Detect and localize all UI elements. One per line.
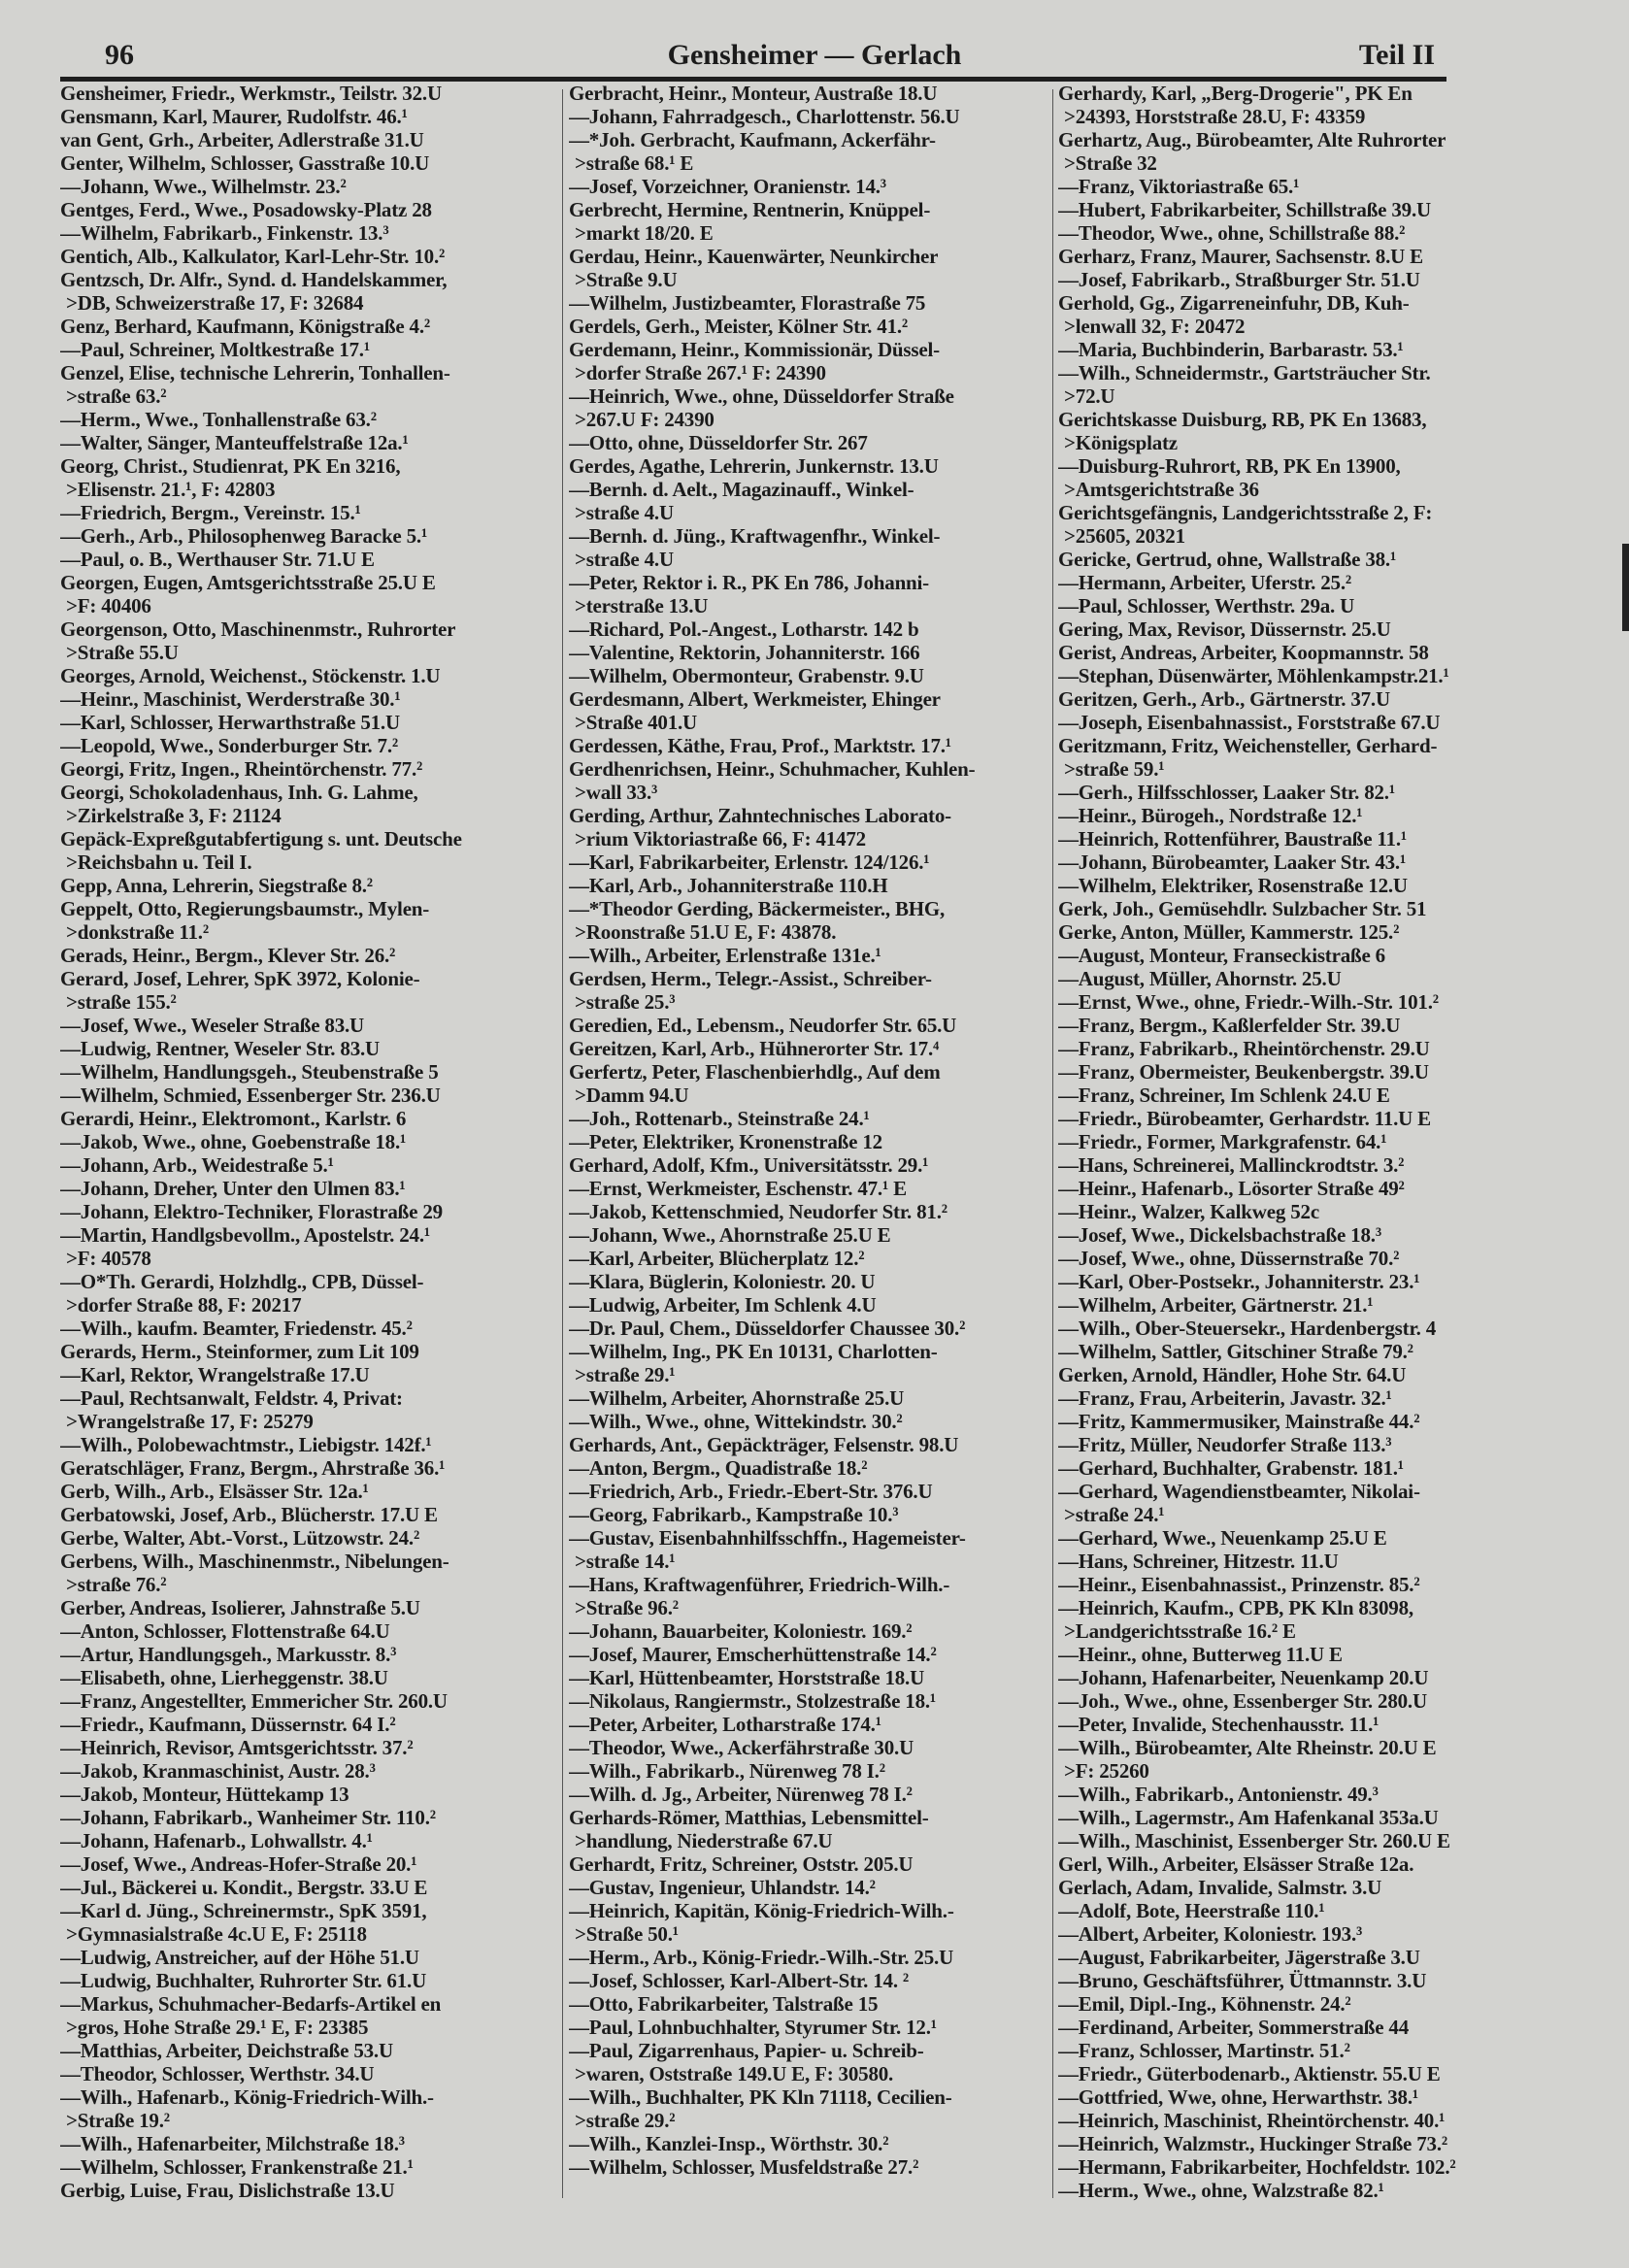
directory-entry: —Johann, Wwe., Ahornstraße 25.U E — [569, 1223, 891, 1247]
directory-entry: —Hermann, Fabrikarbeiter, Hochfeldstr. 102.² — [1058, 2155, 1456, 2179]
directory-entry: Gerads, Heinr., Bergm., Klever Str. 26.² — [60, 944, 396, 967]
directory-entry: —Wilh., Fabrikarb., Nürenweg 78 I.² — [569, 1759, 885, 1783]
directory-entry: Gerhardy, Karl, „Berg-Drogerie", PK En — [1058, 82, 1413, 105]
directory-entry: —Bernh. d. Aelt., Magazinauff., Winkel- — [569, 478, 914, 501]
directory-entry: —Johann, Bauarbeiter, Koloniestr. 169.² — [569, 1619, 913, 1643]
entry-continuation: >donkstraße 11.² — [66, 920, 209, 944]
entry-continuation: >Amtsgerichtstraße 36 — [1064, 478, 1259, 501]
directory-entry: Gerber, Andreas, Isolierer, Jahnstraße 5.U — [60, 1596, 420, 1619]
directory-entry: —Gerhard, Wwe., Neuenkamp 25.U E — [1058, 1526, 1387, 1550]
page-title: Gensheimer — Gerlach — [667, 39, 962, 71]
entry-continuation: >terstraße 13.U — [575, 594, 709, 617]
entry-continuation: >straße 76.² — [66, 1573, 167, 1596]
directory-entry: —Hans, Schreiner, Hitzestr. 11.U — [1058, 1550, 1339, 1573]
directory-entry: —Karl, Rektor, Wrangelstraße 17.U — [60, 1363, 370, 1386]
directory-entry: Georgen, Eugen, Amtsgerichtsstraße 25.U E — [60, 571, 436, 594]
directory-entry: —Wilh. d. Jg., Arbeiter, Nürenweg 78 I.² — [569, 1783, 913, 1806]
directory-entry: —Wilhelm, Schlosser, Frankenstraße 21.¹ — [60, 2155, 414, 2179]
directory-entry: —Wilh., Wwe., ohne, Wittekindstr. 30.² — [569, 1410, 903, 1433]
directory-entry: —Wilhelm, Arbeiter, Gärtnerstr. 21.¹ — [1058, 1293, 1374, 1317]
directory-entry: —*Joh. Gerbracht, Kaufmann, Ackerfähr- — [569, 128, 936, 151]
directory-entry: —Peter, Invalide, Stechenhausstr. 11.¹ — [1058, 1713, 1380, 1736]
directory-entry: —Wilh., Polobewachtmstr., Liebigstr. 142f.¹ — [60, 1433, 432, 1456]
entry-continuation: >handlung, Niederstraße 67.U — [575, 1829, 833, 1852]
directory-entry: Gerbe, Walter, Abt.-Vorst., Lützowstr. 24.² — [60, 1526, 420, 1550]
directory-entry: —Adolf, Bote, Heerstraße 110.¹ — [1058, 1899, 1325, 1922]
directory-entry: —Theodor, Wwe., ohne, Schillstraße 88.² — [1058, 221, 1406, 245]
directory-entry: —Friedr., Former, Markgrafenstr. 64.¹ — [1058, 1130, 1387, 1153]
entry-continuation: >straße 29.¹ — [575, 1363, 676, 1386]
directory-entry: —Wilh., Maschinist, Essenberger Str. 260.U E — [1058, 1829, 1450, 1852]
directory-entry: Gerdes, Agathe, Lehrerin, Junkernstr. 13.U — [569, 454, 939, 478]
directory-entry: Genzel, Elise, technische Lehrerin, Tonhallen- — [60, 361, 450, 384]
directory-entry: —Wilhelm, Ing., PK En 10131, Charlotten- — [569, 1340, 938, 1363]
entry-continuation: >F: 40406 — [66, 594, 151, 617]
directory-entry: —Franz, Schlosser, Martinstr. 51.² — [1058, 2039, 1350, 2062]
entry-continuation: >Straße 50.¹ — [575, 1922, 679, 1946]
directory-entry: —Jakob, Wwe., ohne, Goebenstraße 18.¹ — [60, 1130, 407, 1153]
directory-entry: Gerbatowski, Josef, Arb., Blücherstr. 17.U E — [60, 1503, 438, 1526]
directory-entry: —Johann, Wwe., Wilhelmstr. 23.² — [60, 175, 347, 198]
directory-entry: Gerl, Wilh., Arbeiter, Elsässer Straße 12a. — [1058, 1852, 1414, 1876]
directory-entry: —Heinrich, Kapitän, König-Friedrich-Wilh.- — [569, 1899, 954, 1922]
entry-continuation: >Straße 9.U — [575, 268, 678, 291]
directory-entry: —Heinr., Bürogeh., Nordstraße 12.¹ — [1058, 804, 1363, 827]
directory-entry: —Josef, Wwe., Weseler Straße 83.U — [60, 1014, 365, 1037]
directory-entry: —August, Müller, Ahornstr. 25.U — [1058, 967, 1342, 990]
directory-entry: Gerbrecht, Hermine, Rentnerin, Knüppel- — [569, 198, 931, 221]
directory-entry: —Wilh., Schneidermstr., Gartsträucher Str. — [1058, 361, 1431, 384]
directory-entry: Gerbens, Wilh., Maschinenmstr., Nibelungen- — [60, 1550, 449, 1573]
entry-continuation: >Elisenstr. 21.¹, F: 42803 — [66, 478, 276, 501]
directory-entry: Gepäck-Expreßgutabfertigung s. unt. Deutsche — [60, 827, 462, 850]
directory-entry: —Josef, Wwe., Andreas-Hofer-Straße 20.¹ — [60, 1852, 417, 1876]
directory-entry: —Walter, Sänger, Manteuffelstraße 12a.¹ — [60, 431, 409, 454]
directory-entry: Gerards, Herm., Steinformer, zum Lit 109 — [60, 1340, 419, 1363]
directory-entry: —Franz, Bergm., Kaßlerfelder Str. 39.U — [1058, 1014, 1401, 1037]
directory-entry: —Fritz, Müller, Neudorfer Straße 113.³ — [1058, 1433, 1392, 1456]
directory-entry: —Theodor, Wwe., Ackerfährstraße 30.U — [569, 1736, 914, 1759]
directory-entry: —Joseph, Eisenbahnassist., Forststraße 67.U — [1058, 711, 1441, 734]
directory-entry: —Wilh., Ober-Steuersekr., Hardenbergstr. 4 — [1058, 1317, 1437, 1340]
directory-entry: —Artur, Handlungsgeh., Markusstr. 8.³ — [60, 1643, 397, 1666]
directory-entry: Gerhards-Römer, Matthias, Lebensmittel- — [569, 1806, 929, 1829]
directory-entry: —Franz, Frau, Arbeiterin, Javastr. 32.¹ — [1058, 1386, 1392, 1410]
directory-entry: Geritzmann, Fritz, Weichensteller, Gerhard- — [1058, 734, 1438, 757]
directory-entry: —Johann, Bürobeamter, Laaker Str. 43.¹ — [1058, 850, 1407, 874]
directory-entry: —Joh., Rottenarb., Steinstraße 24.¹ — [569, 1107, 870, 1130]
directory-entry: —Dr. Paul, Chem., Düsseldorfer Chaussee 30.² — [569, 1317, 966, 1340]
directory-entry: Gerichtsgefängnis, Landgerichtsstraße 2, F: — [1058, 501, 1433, 524]
directory-entry: Geppelt, Otto, Regierungsbaumstr., Mylen- — [60, 897, 430, 920]
directory-entry: Gerist, Andreas, Arbeiter, Koopmannstr. 58 — [1058, 641, 1429, 664]
directory-entry: Gentzsch, Dr. Alfr., Synd. d. Handelskammer, — [60, 268, 448, 291]
entry-continuation: >DB, Schweizerstraße 17, F: 32684 — [66, 291, 364, 315]
directory-entry: —Johann, Fahrradgesch., Charlottenstr. 56.U — [569, 105, 960, 128]
entry-continuation: >Landgerichtsstraße 16.² E — [1064, 1619, 1296, 1643]
entry-continuation: >Roonstraße 51.U E, F: 43878. — [575, 920, 837, 944]
directory-entry: —Karl d. Jüng., Schreinermstr., SpK 3591, — [60, 1899, 427, 1922]
directory-entry: —Wilh., Bürobeamter, Alte Rheinstr. 20.U E — [1058, 1736, 1437, 1759]
directory-entry: —Heinrich, Rottenführer, Baustraße 11.¹ — [1058, 827, 1407, 850]
directory-entry: Gerichtskasse Duisburg, RB, PK En 13683, — [1058, 408, 1427, 431]
directory-entry: Gerbig, Luise, Frau, Dislichstraße 13.U — [60, 2179, 395, 2202]
directory-entry: —Richard, Pol.-Angest., Lotharstr. 142 b — [569, 617, 919, 641]
directory-entry: —Gerhard, Buchhalter, Grabenstr. 181.¹ — [1058, 1456, 1404, 1480]
directory-entry: —Gerh., Hilfsschlosser, Laaker Str. 82.¹ — [1058, 781, 1395, 804]
entry-continuation: >straße 29.² — [575, 2109, 676, 2132]
directory-entry: —Otto, ohne, Düsseldorfer Str. 267 — [569, 431, 868, 454]
directory-entry: —Johann, Arb., Weidestraße 5.¹ — [60, 1153, 334, 1177]
directory-entry: Geritzen, Gerh., Arb., Gärtnerstr. 37.U — [1058, 687, 1390, 711]
entry-continuation: >straße 25.³ — [575, 990, 676, 1014]
directory-entry: —Josef, Wwe., Dickelsbachstraße 18.³ — [1058, 1223, 1381, 1247]
directory-entry: —Paul, Schlosser, Werthstr. 29a. U — [1058, 594, 1355, 617]
directory-entry: —Wilhelm, Arbeiter, Ahornstraße 25.U — [569, 1386, 905, 1410]
directory-entry: —Duisburg-Ruhrort, RB, PK En 13900, — [1058, 454, 1401, 478]
directory-entry: Geredien, Ed., Lebensm., Neudorfer Str. 65.U — [569, 1014, 957, 1037]
directory-entry: —Herm., Wwe., Tonhallenstraße 63.² — [60, 408, 377, 431]
directory-entry: —Johann, Elektro-Techniker, Florastraße 29 — [60, 1200, 443, 1223]
directory-entry: —Fritz, Kammermusiker, Mainstraße 44.² — [1058, 1410, 1420, 1433]
entry-continuation: >straße 4.U — [575, 548, 674, 571]
directory-entry: —August, Fabrikarbeiter, Jägerstraße 3.U — [1058, 1946, 1420, 1969]
entry-continuation: >markt 18/20. E — [575, 221, 714, 245]
directory-entry: Geratschläger, Franz, Bergm., Ahrstraße 36.¹ — [60, 1456, 446, 1480]
entry-continuation: >straße 68.¹ E — [575, 151, 694, 175]
directory-entry: —Karl, Ober-Postsekr., Johanniterstr. 23.¹ — [1058, 1270, 1420, 1293]
directory-entry: —Markus, Schuhmacher-Bedarfs-Artikel en — [60, 1992, 442, 2016]
directory-entry: —Karl, Fabrikarbeiter, Erlenstr. 124/126.¹ — [569, 850, 930, 874]
directory-entry: —Heinr., Maschinist, Werderstraße 30.¹ — [60, 687, 401, 711]
directory-entry: Gerb, Wilh., Arb., Elsässer Str. 12a.¹ — [60, 1480, 369, 1503]
directory-entry: —Wilh., Lagermstr., Am Hafenkanal 353a.U — [1058, 1806, 1439, 1829]
directory-entry: —Gustav, Eisenbahnhilfsschffn., Hagemeister- — [569, 1526, 966, 1550]
directory-entry: —Jul., Bäckerei u. Kondit., Bergstr. 33.U E — [60, 1876, 428, 1899]
directory-entry: —Emil, Dipl.-Ing., Köhnenstr. 24.² — [1058, 1992, 1351, 2016]
column-divider — [562, 89, 563, 2198]
entry-continuation: >straße 63.² — [66, 384, 167, 408]
directory-entry: Gerdsen, Herm., Telegr.-Assist., Schreiber- — [569, 967, 932, 990]
directory-entry: —Anton, Schlosser, Flottenstraße 64.U — [60, 1619, 390, 1643]
directory-entry: —Bruno, Geschäftsführer, Üttmannstr. 3.U — [1058, 1969, 1427, 1992]
directory-entry: —Wilh., Arbeiter, Erlenstraße 131e.¹ — [569, 944, 881, 967]
entry-continuation: >straße 59.¹ — [1064, 757, 1165, 781]
directory-entry: Gerding, Arthur, Zahntechnisches Laborato- — [569, 804, 951, 827]
directory-entry: —Anton, Bergm., Quadistraße 18.² — [569, 1456, 868, 1480]
directory-entry: Gerardi, Heinr., Elektromont., Karlstr. 6 — [60, 1107, 407, 1130]
directory-entry: —Franz, Angestellter, Emmericher Str. 260.U — [60, 1689, 448, 1713]
directory-entry: —Heinrich, Wwe., ohne, Düsseldorfer Straße — [569, 384, 954, 408]
directory-entry: —Wilhelm, Justizbeamter, Florastraße 75 — [569, 291, 926, 315]
directory-entry: —Georg, Fabrikarb., Kampstraße 10.³ — [569, 1503, 899, 1526]
directory-entry: —Wilh., Hafenarb., König-Friedrich-Wilh.- — [60, 2085, 434, 2109]
directory-entry: —Theodor, Schlosser, Werthstr. 34.U — [60, 2062, 375, 2085]
entry-continuation: >F: 40578 — [66, 1247, 151, 1270]
directory-entry: —Martin, Handlgsbevollm., Apostelstr. 24.¹ — [60, 1223, 430, 1247]
entry-continuation: >Straße 19.² — [66, 2109, 170, 2132]
directory-entry: Gerhold, Gg., Zigarreneinfuhr, DB, Kuh- — [1058, 291, 1410, 315]
directory-entry: —Heinrich, Revisor, Amtsgerichtsstr. 37.² — [60, 1736, 414, 1759]
entry-continuation: >Damm 94.U — [575, 1084, 689, 1107]
directory-entry: —Leopold, Wwe., Sonderburger Str. 7.² — [60, 734, 398, 757]
directory-entry: —Paul, Lohnbuchhalter, Styrumer Str. 12.¹ — [569, 2016, 937, 2039]
directory-entry: —Franz, Viktoriastraße 65.¹ — [1058, 175, 1300, 198]
directory-entry: Gerhartz, Aug., Bürobeamter, Alte Ruhrorter — [1058, 128, 1446, 151]
directory-entry: —Jakob, Kranmaschinist, Austr. 28.³ — [60, 1759, 376, 1783]
directory-entry: Gepp, Anna, Lehrerin, Siegstraße 8.² — [60, 874, 373, 897]
directory-entry: —Friedrich, Bergm., Vereinstr. 15.¹ — [60, 501, 361, 524]
directory-entry: —Hans, Kraftwagenführer, Friedrich-Wilh.- — [569, 1573, 950, 1596]
directory-column-1 — [60, 82, 557, 2202]
entry-continuation: >lenwall 32, F: 20472 — [1064, 315, 1246, 338]
directory-entry: —Paul, Rechtsanwalt, Feldstr. 4, Privat: — [60, 1386, 403, 1410]
directory-entry: —Otto, Fabrikarbeiter, Talstraße 15 — [569, 1992, 879, 2016]
directory-entry: —Herm., Wwe., ohne, Walzstraße 82.¹ — [1058, 2179, 1384, 2202]
entry-continuation: >Königsplatz — [1064, 431, 1178, 454]
directory-entry: Gerk, Joh., Gemüsehdlr. Sulzbacher Str. 51 — [1058, 897, 1427, 920]
directory-entry: —Heinrich, Maschinist, Rheintörchenstr. 40.¹ — [1058, 2109, 1446, 2132]
directory-column-3 — [1058, 82, 1544, 2202]
directory-entry: Gerdhenrichsen, Heinr., Schuhmacher, Kuhlen- — [569, 757, 976, 781]
directory-entry: —Peter, Rektor i. R., PK En 786, Johanni- — [569, 571, 929, 594]
directory-entry: —*Theodor Gerding, Bäckermeister., BHG, — [569, 897, 946, 920]
entry-continuation: >24393, Horststraße 28.U, F: 43359 — [1064, 105, 1366, 128]
directory-entry: Gerdau, Heinr., Kauenwärter, Neunkircher — [569, 245, 939, 268]
directory-entry: —Ludwig, Arbeiter, Im Schlenk 4.U — [569, 1293, 877, 1317]
directory-entry: Gerbracht, Heinr., Monteur, Austraße 18.U — [569, 82, 938, 105]
directory-entry: —Valentine, Rektorin, Johanniterstr. 166 — [569, 641, 920, 664]
directory-entry: —Paul, Zigarrenhaus, Papier- u. Schreib- — [569, 2039, 924, 2062]
directory-entry: —Stephan, Düsenwärter, Möhlenkampstr.21.¹ — [1058, 664, 1449, 687]
directory-entry: Gerken, Arnold, Händler, Hohe Str. 64.U — [1058, 1363, 1407, 1386]
directory-entry: —Friedr., Güterbodenarb., Aktienstr. 55.U E — [1058, 2062, 1441, 2085]
directory-entry: Gericke, Gertrud, ohne, Wallstraße 38.¹ — [1058, 548, 1397, 571]
entry-continuation: >dorfer Straße 267.¹ F: 24390 — [575, 361, 826, 384]
entry-continuation: >F: 25260 — [1064, 1759, 1149, 1783]
entry-continuation: >Straße 96.² — [575, 1596, 679, 1619]
directory-entry: —Albert, Arbeiter, Koloniestr. 193.³ — [1058, 1922, 1363, 1946]
directory-entry: —Elisabeth, ohne, Lierheggenstr. 38.U — [60, 1666, 388, 1689]
directory-entry: —Wilh., Fabrikarb., Antonienstr. 49.³ — [1058, 1783, 1379, 1806]
directory-entry: Gerlach, Adam, Invalide, Salmstr. 3.U — [1058, 1876, 1382, 1899]
entry-continuation: >Straße 55.U — [66, 641, 179, 664]
directory-entry: —Josef, Wwe., ohne, Düssernstraße 70.² — [1058, 1247, 1400, 1270]
directory-entry: —Heinr., Eisenbahnassist., Prinzenstr. 85.² — [1058, 1573, 1420, 1596]
directory-entry: —Johann, Hafenarb., Lohwallstr. 4.¹ — [60, 1829, 373, 1852]
directory-entry: Gerfertz, Peter, Flaschenbierhdlg., Auf dem — [569, 1060, 941, 1084]
directory-entry: Genter, Wilhelm, Schlosser, Gasstraße 10.U — [60, 151, 430, 175]
directory-entry: Gentich, Alb., Kalkulator, Karl-Lehr-Str. 10.² — [60, 245, 446, 268]
directory-entry: —Hubert, Fabrikarbeiter, Schillstraße 39.U — [1058, 198, 1431, 221]
directory-entry: Georgi, Schokoladenhaus, Inh. G. Lahme, — [60, 781, 418, 804]
directory-entry: —Ludwig, Anstreicher, auf der Höhe 51.U — [60, 1946, 419, 1969]
directory-entry: Gensmann, Karl, Maurer, Rudolfstr. 46.¹ — [60, 105, 408, 128]
directory-entry: —Matthias, Arbeiter, Deichstraße 53.U — [60, 2039, 393, 2062]
entry-continuation: >straße 155.² — [66, 990, 177, 1014]
directory-entry: Gerhard, Adolf, Kfm., Universitätsstr. 29.¹ — [569, 1153, 929, 1177]
directory-entry: Georges, Arnold, Weichenst., Stöckenstr. 1.U — [60, 664, 441, 687]
entry-continuation: >267.U F: 24390 — [575, 408, 715, 431]
entry-continuation: >rium Viktoriastraße 66, F: 41472 — [575, 827, 866, 850]
part-label: Teil II — [1358, 39, 1435, 71]
directory-entry: —Franz, Obermeister, Beukenbergstr. 39.U — [1058, 1060, 1429, 1084]
directory-entry: Gerdels, Gerh., Meister, Kölner Str. 41.² — [569, 315, 909, 338]
directory-entry: —Heinr., Hafenarb., Lösorter Straße 49² — [1058, 1177, 1405, 1200]
directory-entry: —Hans, Schreinerei, Mallinckrodtstr. 3.² — [1058, 1153, 1405, 1177]
directory-entry: Gerdessen, Käthe, Frau, Prof., Marktstr. 17.¹ — [569, 734, 951, 757]
directory-entry: —Herm., Arb., König-Friedr.-Wilh.-Str. 25.U — [569, 1946, 954, 1969]
directory-entry: Gerdesmann, Albert, Werkmeister, Ehinger — [569, 687, 941, 711]
directory-entry: —Hermann, Arbeiter, Uferstr. 25.² — [1058, 571, 1352, 594]
entry-continuation: >Wrangelstraße 17, F: 25279 — [66, 1410, 314, 1433]
page-edge-mark — [1622, 544, 1629, 631]
directory-entry: Gereitzen, Karl, Arb., Hühnerorter Str. 17.⁴ — [569, 1037, 940, 1060]
directory-entry: Georgenson, Otto, Maschinenmstr., Ruhrorter — [60, 617, 456, 641]
directory-entry: —Jakob, Monteur, Hüttekamp 13 — [60, 1783, 349, 1806]
directory-entry: —Wilh., Kanzlei-Insp., Wörthstr. 30.² — [569, 2132, 889, 2155]
directory-entry: —Johann, Hafenarbeiter, Neuenkamp 20.U — [1058, 1666, 1429, 1689]
entry-continuation: >Straße 32 — [1064, 151, 1157, 175]
directory-entry: —Wilhelm, Fabrikarb., Finkenstr. 13.³ — [60, 221, 389, 245]
directory-entry: —Ferdinand, Arbeiter, Sommerstraße 44 — [1058, 2016, 1410, 2039]
directory-entry: —Johann, Dreher, Unter den Ulmen 83.¹ — [60, 1177, 406, 1200]
entry-continuation: >25605, 20321 — [1064, 524, 1185, 548]
directory-entry: —Friedr., Bürobeamter, Gerhardstr. 11.U E — [1058, 1107, 1431, 1130]
column-divider — [1052, 89, 1053, 2198]
directory-entry: —Ernst, Werkmeister, Eschenstr. 47.¹ E — [569, 1177, 907, 1200]
entry-continuation: >72.U — [1064, 384, 1115, 408]
entry-continuation: >straße 24.¹ — [1064, 1503, 1165, 1526]
directory-entry: —Josef, Schlosser, Karl-Albert-Str. 14. ² — [569, 1969, 910, 1992]
directory-entry: Georgi, Fritz, Ingen., Rheintörchenstr. 77.² — [60, 757, 423, 781]
directory-entry: Gerharz, Franz, Maurer, Sachsenstr. 8.U E — [1058, 245, 1423, 268]
directory-entry: —Karl, Hüttenbeamter, Horststraße 18.U — [569, 1666, 925, 1689]
directory-entry: Georg, Christ., Studienrat, PK En 3216, — [60, 454, 401, 478]
directory-entry: —Ludwig, Buchhalter, Ruhrorter Str. 61.U — [60, 1969, 427, 1992]
directory-entry: Genz, Berhard, Kaufmann, Königstraße 4.² — [60, 315, 430, 338]
directory-entry: —Wilhelm, Handlungsgeh., Steubenstraße 5 — [60, 1060, 439, 1084]
directory-entry: —Heinrich, Walzmstr., Huckinger Straße 73.² — [1058, 2132, 1447, 2155]
directory-entry: —Heinr., ohne, Butterweg 11.U E — [1058, 1643, 1343, 1666]
directory-entry: —Heinrich, Kaufm., CPB, PK Kln 83098, — [1058, 1596, 1413, 1619]
entry-continuation: >Reichsbahn u. Teil I. — [66, 850, 252, 874]
directory-entry: —Wilhelm, Sattler, Gitschiner Straße 79.² — [1058, 1340, 1413, 1363]
directory-entry: —Karl, Arb., Johanniterstraße 110.H — [569, 874, 888, 897]
directory-entry: Gerke, Anton, Müller, Kammerstr. 125.² — [1058, 920, 1400, 944]
directory-entry: Gerard, Josef, Lehrer, SpK 3972, Kolonie- — [60, 967, 420, 990]
directory-entry: —Peter, Elektriker, Kronenstraße 12 — [569, 1130, 882, 1153]
directory-entry: —Josef, Maurer, Emscherhüttenstraße 14.² — [569, 1643, 937, 1666]
directory-entry: —Karl, Schlosser, Herwarthstraße 51.U — [60, 711, 400, 734]
directory-entry: —Klara, Büglerin, Koloniestr. 20. U — [569, 1270, 876, 1293]
directory-entry: —Wilhelm, Elektriker, Rosenstraße 12.U — [1058, 874, 1408, 897]
entry-continuation: >waren, Oststraße 149.U E, F: 30580. — [575, 2062, 894, 2085]
directory-entry: Gerdemann, Heinr., Kommissionär, Düssel- — [569, 338, 940, 361]
directory-entry: —Paul, Schreiner, Moltkestraße 17.¹ — [60, 338, 370, 361]
directory-entry: —Gustav, Ingenieur, Uhlandstr. 14.² — [569, 1876, 876, 1899]
directory-entry: —Wilh., kaufm. Beamter, Friedenstr. 45.² — [60, 1317, 413, 1340]
page-number: 96 — [105, 39, 134, 71]
directory-entry: —Ernst, Wwe., ohne, Friedr.-Wilh.-Str. 101.² — [1058, 990, 1439, 1014]
directory-entry: —Heinr., Walzer, Kalkweg 52c — [1058, 1200, 1319, 1223]
directory-entry: —Wilh., Hafenarbeiter, Milchstraße 18.³ — [60, 2132, 405, 2155]
entry-continuation: >Zirkelstraße 3, F: 21124 — [66, 804, 282, 827]
directory-entry: Gerhardt, Fritz, Schreiner, Oststr. 205.U — [569, 1852, 914, 1876]
directory-entry: —Joh., Wwe., ohne, Essenberger Str. 280.U — [1058, 1689, 1427, 1713]
directory-entry: —Wilhelm, Obermonteur, Grabenstr. 9.U — [569, 664, 924, 687]
directory-column-2 — [569, 82, 1048, 2179]
directory-entry: —Gottfried, Wwe, ohne, Herwarthstr. 38.¹ — [1058, 2085, 1418, 2109]
directory-entry: —Paul, o. B., Werthauser Str. 71.U E — [60, 548, 375, 571]
entry-continuation: >wall 33.³ — [575, 781, 658, 804]
directory-entry: —Bernh. d. Jüng., Kraftwagenfhr., Winkel- — [569, 524, 941, 548]
directory-entry: —O*Th. Gerardi, Holzhdlg., CPB, Düssel- — [60, 1270, 424, 1293]
directory-entry: —Ludwig, Rentner, Weseler Str. 83.U — [60, 1037, 381, 1060]
directory-entry: —Karl, Arbeiter, Blücherplatz 12.² — [569, 1247, 865, 1270]
directory-entry: —Jakob, Kettenschmied, Neudorfer Str. 81.² — [569, 1200, 947, 1223]
directory-entry: —Wilh., Buchhalter, PK Kln 71118, Cecilien- — [569, 2085, 952, 2109]
directory-entry: —Gerh., Arb., Philosophenweg Baracke 5.¹ — [60, 524, 428, 548]
directory-entry: —August, Monteur, Franseckistraße 6 — [1058, 944, 1385, 967]
entry-continuation: >dorfer Straße 88, F: 20217 — [66, 1293, 302, 1317]
directory-entry: Gensheimer, Friedr., Werkmstr., Teilstr. 32.U — [60, 82, 442, 105]
entry-continuation: >Gymnasialstraße 4c.U E, F: 25118 — [66, 1922, 367, 1946]
directory-entry: —Johann, Fabrikarb., Wanheimer Str. 110.² — [60, 1806, 436, 1829]
directory-entry: —Josef, Fabrikarb., Straßburger Str. 51.U — [1058, 268, 1420, 291]
directory-entry: —Peter, Arbeiter, Lotharstraße 174.¹ — [569, 1713, 881, 1736]
directory-entry: —Josef, Vorzeichner, Oranienstr. 14.³ — [569, 175, 886, 198]
directory-entry: —Nikolaus, Rangiermstr., Stolzestraße 18.¹ — [569, 1689, 937, 1713]
directory-entry: —Maria, Buchbinderin, Barbarastr. 53.¹ — [1058, 338, 1404, 361]
entry-continuation: >straße 14.¹ — [575, 1550, 676, 1573]
directory-entry: —Friedr., Kaufmann, Düssernstr. 64 I.² — [60, 1713, 396, 1736]
entry-continuation: >Straße 401.U — [575, 711, 698, 734]
directory-entry: —Franz, Schreiner, Im Schlenk 24.U E — [1058, 1084, 1390, 1107]
entry-continuation: >straße 4.U — [575, 501, 674, 524]
directory-entry: Gentges, Ferd., Wwe., Posadowsky-Platz 28 — [60, 198, 432, 221]
directory-entry: —Wilhelm, Schlosser, Musfeldstraße 27.² — [569, 2155, 919, 2179]
directory-entry: —Wilhelm, Schmied, Essenberger Str. 236.U — [60, 1084, 441, 1107]
directory-entry: Gerhards, Ant., Gepäckträger, Felsenstr. 98.U — [569, 1433, 959, 1456]
directory-entry: —Gerhard, Wagendienstbeamter, Nikolai- — [1058, 1480, 1420, 1503]
directory-entry: van Gent, Grh., Arbeiter, Adlerstraße 31.U — [60, 128, 424, 151]
directory-entry: —Friedrich, Arb., Friedr.-Ebert-Str. 376.U — [569, 1480, 933, 1503]
entry-continuation: >gros, Hohe Straße 29.¹ E, F: 23385 — [66, 2016, 369, 2039]
directory-entry: —Franz, Fabrikarb., Rheintörchenstr. 29.U — [1058, 1037, 1430, 1060]
directory-entry: Gering, Max, Revisor, Düssernstr. 25.U — [1058, 617, 1391, 641]
